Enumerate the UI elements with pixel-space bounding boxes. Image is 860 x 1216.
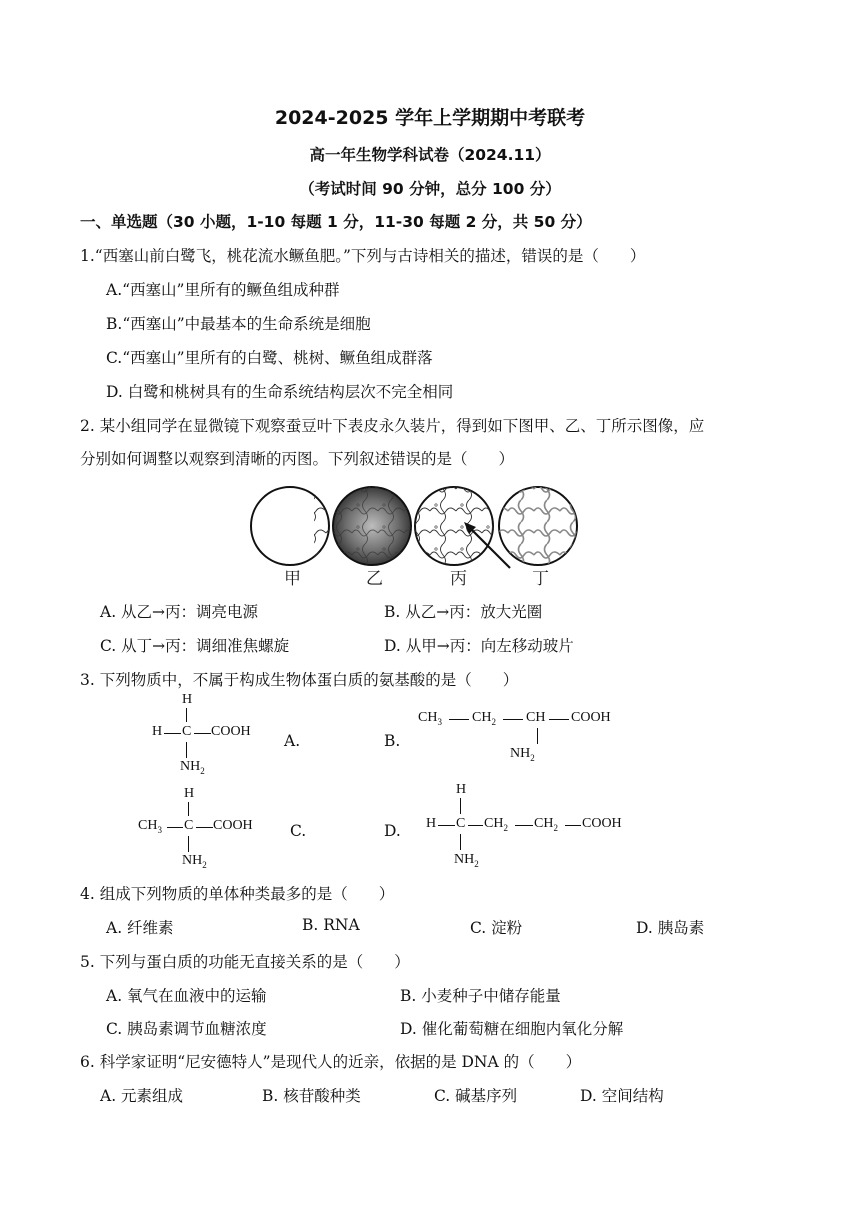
q1-option-a: A.“西塞山”里所有的鳜鱼组成种群 xyxy=(106,281,340,299)
formula-b-bond-down xyxy=(537,728,538,744)
formula-d-c: C xyxy=(456,816,466,831)
formula-a-bond-top xyxy=(186,708,187,722)
formula-c-c: C xyxy=(184,818,194,833)
formula-a-nh2: $NH_2$ xyxy=(180,759,205,776)
q2-stem-line1: 2. 某小组同学在显微镜下观察蚕豆叶下表皮永久装片，得到如下图甲、乙、丁所示图像，应 xyxy=(80,417,705,435)
formula-b-bond1 xyxy=(449,719,469,720)
formula-b-bond2 xyxy=(503,719,523,720)
q4-option-c: C. 淀粉 xyxy=(470,919,523,937)
formula-c-nh2: $NH_2$ xyxy=(182,853,207,870)
q4-option-d: D. 胰岛素 xyxy=(636,919,705,937)
formula-b xyxy=(418,708,618,768)
formula-c-ch3: $CH_3$ xyxy=(138,818,162,835)
formula-d xyxy=(426,782,636,872)
q2-option-c: C. 从丁→丙：调细准焦螺旋 xyxy=(100,637,290,655)
formula-d-cooh: COOH xyxy=(582,816,622,831)
micro-view-jia xyxy=(251,486,334,568)
label-ding: 丁 xyxy=(532,569,549,589)
formula-b-cooh: COOH xyxy=(571,710,611,725)
q5-option-d: D. 催化葡萄糖在细胞内氧化分解 xyxy=(400,1020,624,1038)
formula-c xyxy=(138,786,278,872)
q1-option-d: D. 白鹭和桃树具有的生命系统结构层次不完全相同 xyxy=(106,383,454,401)
formula-a-bond-left xyxy=(164,733,181,734)
formula-b-nh2: $NH_2$ xyxy=(510,746,535,763)
q3-stem: 3. 下列物质中，不属于构成生物体蛋白质的氨基酸的是（ ） xyxy=(80,671,519,689)
formula-a-bond-right xyxy=(194,733,211,734)
formula-d-nh2: $NH_2$ xyxy=(454,852,479,869)
formula-d-bond1 xyxy=(468,825,483,826)
q5-option-c: C. 胰岛素调节血糖浓度 xyxy=(106,1020,267,1038)
micro-view-bing xyxy=(414,486,510,568)
formula-b-ch3: $CH_3$ xyxy=(418,710,442,727)
formula-d-bond3 xyxy=(565,825,581,826)
formula-a-c: C xyxy=(182,724,192,739)
label-bing: 丙 xyxy=(450,569,467,589)
label-jia: 甲 xyxy=(284,569,301,589)
formula-a xyxy=(152,692,262,778)
q4-stem: 4. 组成下列物质的单体种类最多的是（ ） xyxy=(80,885,395,903)
formula-c-bond-top xyxy=(188,802,189,816)
formula-d-ch2-a: $CH_2$ xyxy=(484,816,508,833)
q6-option-c: C. 碱基序列 xyxy=(434,1087,518,1105)
formula-c-cooh: COOH xyxy=(213,818,253,833)
micro-view-yi xyxy=(332,486,412,568)
q1-option-b: B.“西塞山”中最基本的生命系统是细胞 xyxy=(106,315,371,333)
q5-option-a: A. 氧气在血液中的运输 xyxy=(106,987,267,1005)
formula-d-bond2 xyxy=(515,825,533,826)
q6-option-b: B. 核苷酸种类 xyxy=(262,1087,361,1105)
formula-b-ch2: $CH_2$ xyxy=(472,710,496,727)
q1-stem: 1.“西塞山前白鹭飞，桃花流水鳜鱼肥。”下列与古诗相关的描述，错误的是（ ） xyxy=(80,247,646,265)
q2-option-d: D. 从甲→丙：向左移动玻片 xyxy=(384,637,574,655)
q3-option-c-label: C. xyxy=(290,822,307,840)
q2-stem-line2: 分别如何调整以观察到清晰的丙图。下列叙述错误的是（ ） xyxy=(80,450,515,468)
q6-option-a: A. 元素组成 xyxy=(100,1087,184,1105)
formula-c-bond-bottom xyxy=(188,836,189,852)
formula-b-ch: CH xyxy=(526,710,546,725)
formula-c-bond-right xyxy=(196,827,213,828)
q5-option-b: B. 小麦种子中储存能量 xyxy=(400,987,561,1005)
q2-option-a: A. 从乙→丙：调亮电源 xyxy=(100,603,259,621)
formula-b-bond3 xyxy=(549,719,569,720)
q6-option-d: D. 空间结构 xyxy=(580,1087,664,1105)
label-yi: 乙 xyxy=(366,569,383,589)
section-heading: 一、单选题（30 小题，1-10 每题 1 分，11-30 每题 2 分，共 50 分） xyxy=(80,213,592,231)
formula-d-bond-left xyxy=(438,825,455,826)
q5-stem: 5. 下列与蛋白质的功能无直接关系的是（ ） xyxy=(80,953,410,971)
formula-c-bond-left xyxy=(167,827,183,828)
formula-c-h-top: H xyxy=(184,786,195,801)
formula-d-bond-top xyxy=(460,798,461,814)
q3-option-b-label: B. xyxy=(384,732,401,750)
q4-option-a: A. 纤维素 xyxy=(106,919,174,937)
formula-d-ch2-b: $CH_2$ xyxy=(534,816,558,833)
formula-d-h-top: H xyxy=(456,782,467,797)
q3-option-d-label: D. xyxy=(384,822,401,840)
formula-a-bond-bottom xyxy=(186,742,187,758)
micro-view-ding xyxy=(498,486,578,568)
formula-d-h-left: H xyxy=(426,816,437,831)
q6-stem: 6. 科学家证明“尼安德特人”是现代人的近亲，依据的是 DNA 的（ ） xyxy=(80,1053,582,1071)
formula-a-h-left: H xyxy=(152,724,163,739)
exam-info: （考试时间 90 分钟，总分 100 分） xyxy=(299,180,561,198)
q3-option-a-label: A. xyxy=(284,732,301,750)
formula-a-cooh: COOH xyxy=(211,724,251,739)
exam-subtitle: 高一年生物学科试卷（2024.11） xyxy=(309,146,551,164)
formula-a-h-top: H xyxy=(182,692,193,707)
exam-title: 2024-2025 学年上学期期中考联考 xyxy=(274,107,586,129)
q4-option-b: B. RNA xyxy=(302,916,360,934)
formula-d-bond-bottom xyxy=(460,834,461,850)
q1-option-c: C.“西塞山”里所有的白鹭、桃树、鳜鱼组成群落 xyxy=(106,349,433,367)
q2-option-b: B. 从乙→丙：放大光圈 xyxy=(384,603,543,621)
